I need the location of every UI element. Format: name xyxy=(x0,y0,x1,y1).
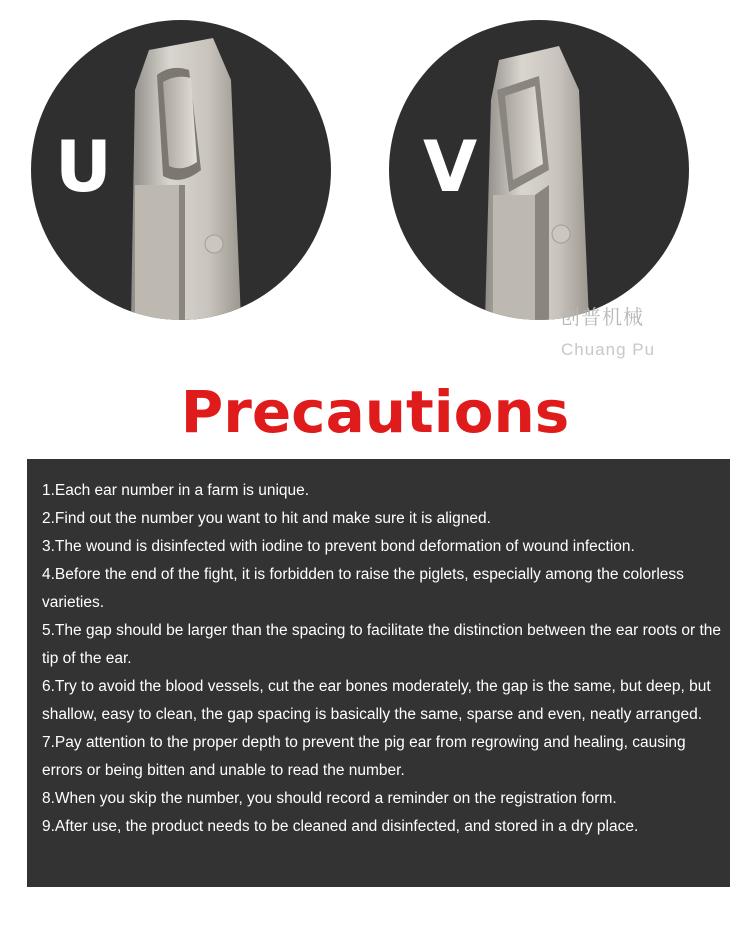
watermark-chinese: 创普机械 xyxy=(560,305,644,329)
list-item: 9.After use, the product needs to be cleaned and disinfected, and stored in a dry place. xyxy=(42,818,639,835)
precautions-list xyxy=(27,459,730,841)
page-title: Precautions xyxy=(180,378,570,446)
list-item: 6.Try to avoid the blood vessels, cut the ear bones moderately, the gap is the same, but deep, but shallow, easy to clean, the gap spacing is basically the same, sparse and even, neatly arranged. xyxy=(42,678,711,723)
watermark-english: Chuang Pu xyxy=(561,340,656,359)
list-item: 7.Pay attention to the proper depth to prevent the pig ear from regrowing and healing, causing errors or being bitten and unable to read the number. xyxy=(42,734,686,779)
precautions-panel xyxy=(27,459,730,887)
list-item: 5.The gap should be larger than the spacing to facilitate the distinction between the ear roots or the tip of the ear. xyxy=(42,622,721,667)
u-label: U xyxy=(55,126,112,208)
list-item: 3.The wound is disinfected with iodine to prevent bond deformation of wound infection. xyxy=(42,538,635,555)
list-item: 8.When you skip the number, you should record a reminder on the registration form. xyxy=(42,790,617,807)
v-label: V xyxy=(423,126,478,208)
list-item: 2.Find out the number you want to hit and make sure it is aligned. xyxy=(42,510,491,527)
list-item: 1.Each ear number in a farm is unique. xyxy=(42,482,310,499)
v-plier-image xyxy=(389,20,689,320)
list-item: 4.Before the end of the fight, it is forbidden to raise the piglets, especially among the colorless varieties. xyxy=(42,566,684,611)
u-plier-image xyxy=(31,20,331,320)
